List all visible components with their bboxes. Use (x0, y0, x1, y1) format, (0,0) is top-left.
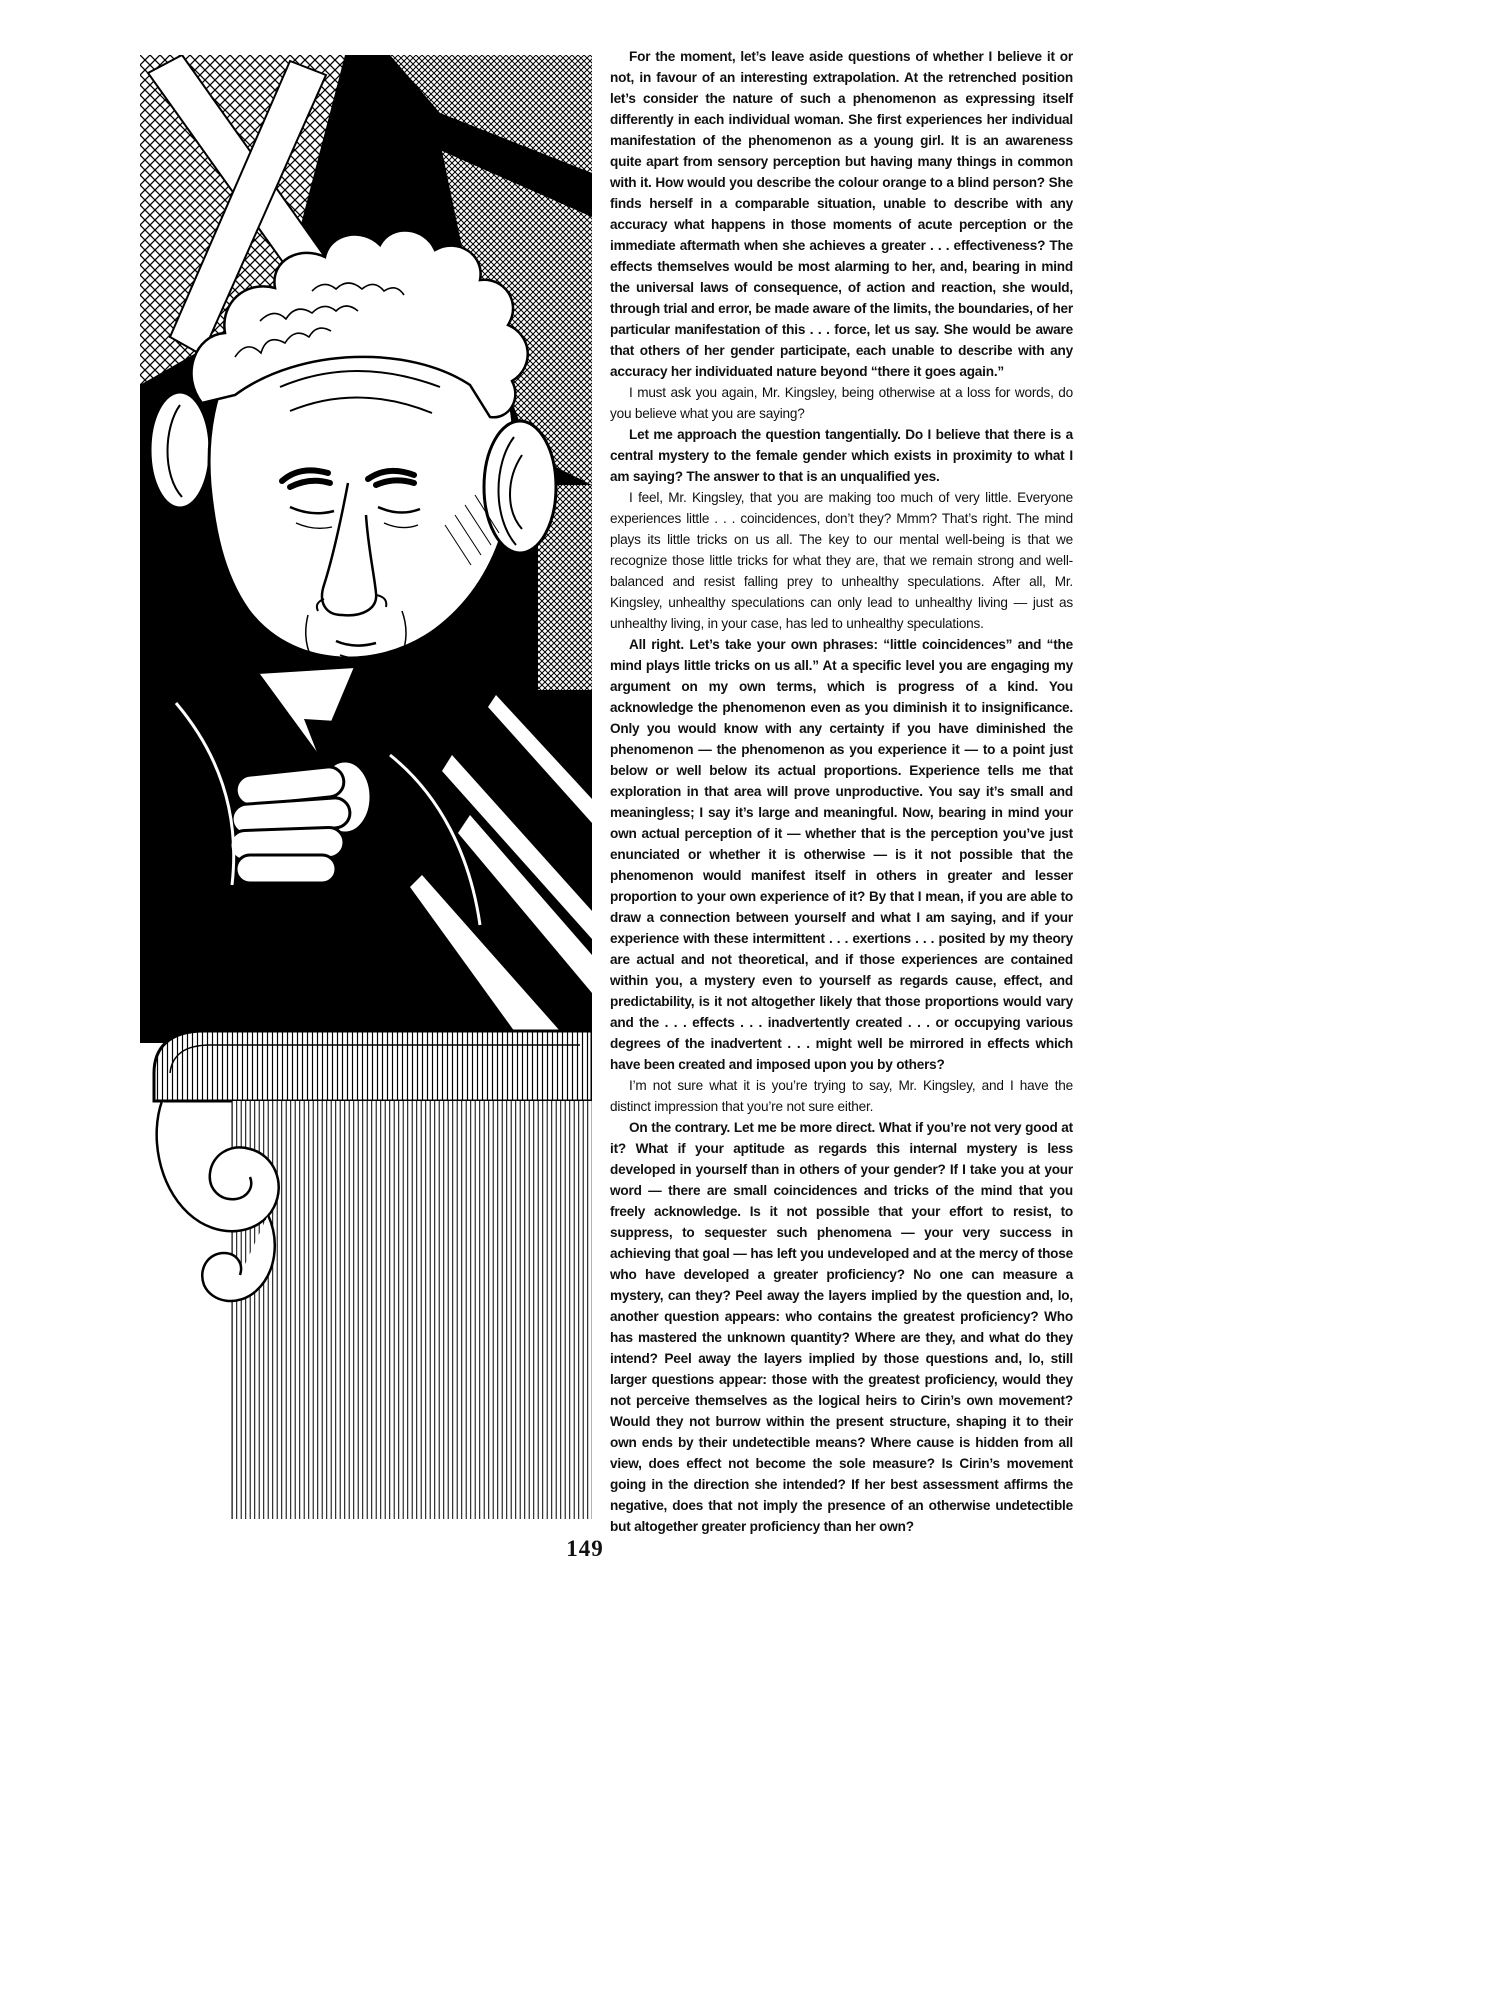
fluted-panel (232, 1101, 592, 1519)
dialogue-paragraph: For the moment, let’s leave aside questions of whether I believe it or not, in favour of an interesting extrapolation. At the retrenched position let’s consider the nature of such a phenomenon as expressing itself differently in each individual woman. She first experiences her individual manifestation of the phenomenon as a young girl. It is an awareness quite apart from sensory perception but having many things in common with it. How would you describe the colour orange to a blind person? She finds herself in a comparable situation, unable to describe with any accuracy what happens in those moments of acute perception or the immediate aftermath when she achieves a greater . . . effectiveness? The effects themselves would be most alarming to her, and, bearing in mind the universal laws of consequence, of action and reaction, she would, through trial and error, be made aware of the limits, the boundaries, of her particular manifestation of this . . . force, let us say. She would be aware that others of her gender participate, each unable to describe with any accuracy her individuated nature beyond “there it goes again.” (610, 49, 1073, 379)
banister (154, 1031, 592, 1519)
dialogue-paragraph: I must ask you again, Mr. Kingsley, being otherwise at a loss for words, do you believe what you are saying? (610, 385, 1073, 421)
rail (154, 1031, 592, 1101)
caricature-art (140, 55, 592, 1525)
dialogue-paragraph: Let me approach the question tangentially. Do I believe that there is a central mystery to the female gender which exists in proximity to what I am saying? The answer to that is an unqualified yes. (610, 427, 1073, 484)
page-number: 149 (566, 1536, 604, 1561)
dialogue-paragraph: I’m not sure what it is you’re trying to say, Mr. Kingsley, and I have the distinct impression that you’re not sure either. (610, 1078, 1073, 1114)
text-column (610, 46, 1073, 1537)
left-ear-shape (150, 392, 210, 508)
dialogue-paragraph: On the contrary. Let me be more direct. What if you’re not very good at it? What if your aptitude as regards this internal mystery is less developed in yourself than in others of your gender? If I take you at your word — there are small coincidences and tricks of the mind that you freely acknowledge. Is it not possible that your effort to resist, to suppress, to sequester such phenomena — your very success in achieving that goal — has left you undeveloped and at the mercy of those who have developed a greater proficiency? No one can measure a mystery, can they? Peel away the layers implied by the question and, lo, another question appears: who contains the greatest proficiency? Who has mastered the unknown quantity? Where are they, and what do they intend? Peel away the layers implied by those questions and, lo, still larger questions appear: those with the greatest proficiency, would they not perceive themselves as the logical heirs to Cirin’s own movement? Would they not burrow within the present structure, shaping it to their own ends by their undetectible means? Where cause is hidden from all view, does effect not become the sole measure? Is Cirin’s movement going in the direction she intended? If her best assessment affirms the negative, does that not imply the presence of an otherwise undetectible but altogether greater proficiency than her own? (610, 1120, 1073, 1534)
dialogue-paragraph: I feel, Mr. Kingsley, that you are making too much of very little. Everyone experiences little . . . coincidences, don’t they? Mmm? That’s right. The mind plays its little tricks on us all. The key to our mental well-being is that we recognize those little tricks for what they are, that we remain strong and well-balanced and resist falling prey to unhealthy speculations. After all, Mr. Kingsley, unhealthy speculations can only lead to unhealthy living — just as unhealthy living, in your case, has led to unhealthy speculations. (610, 490, 1073, 631)
caricature-illustration (140, 55, 592, 1525)
right-ear-shape (484, 421, 556, 553)
dialogue-paragraph: All right. Let’s take your own phrases: “little coincidences” and “the mind plays little tricks on us all.” At a specific level you are engaging my argument on my own terms, which is progress of a kind. You acknowledge the phenomenon even as you diminish it to insignificance. Only you would know with any certainty if you have diminished the phenomenon — the phenomenon as you experience it — to a point just below or well below its actual proportions. Experience tells me that exploration in that area will prove unproductive. You say it’s small and meaningless; I say it’s large and meaningful. Now, bearing in mind your own actual perception of it — whether that is the perception you’ve just enunciated or whether it is otherwise — is it not possible that the phenomenon would manifest itself in others in greater and lesser proportion to your own experience of it? By that I mean, if you are able to draw a connection between yourself and what I am saying, and if your experience with these intermittent . . . exertions . . . posited by my theory are actual and not theoretical, and if those experiences are contained within you, a mystery even to yourself as regards cause, effect, and predictability, is it not altogether likely that those proportions would vary and the . . . effects . . . inadvertently created . . . or occupying various degrees of the inadvertent . . . might well be mirrored in effects which have been created and imposed upon you by others? (610, 637, 1073, 1072)
